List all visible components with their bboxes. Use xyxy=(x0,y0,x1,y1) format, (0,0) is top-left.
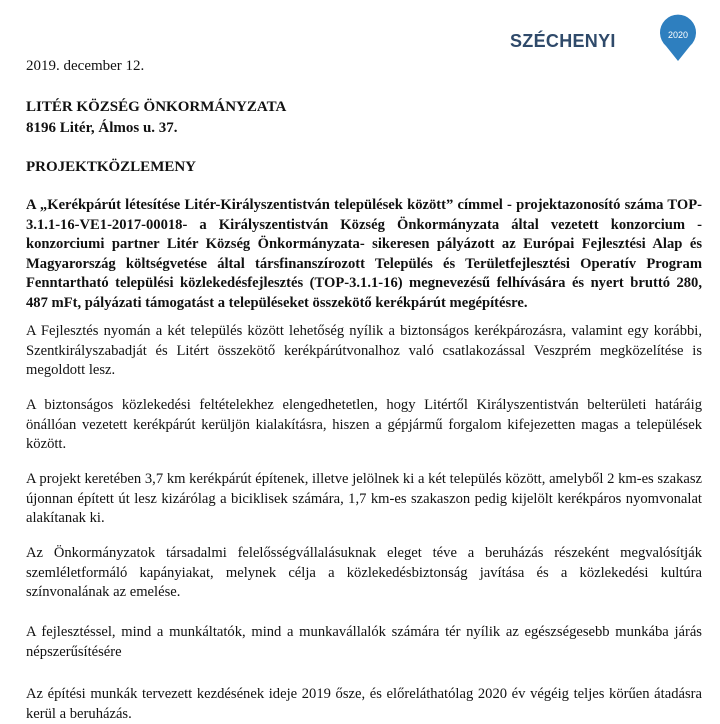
document-heading: PROJEKTKÖZLEMENY xyxy=(26,159,197,175)
logo-pin-icon xyxy=(657,14,699,62)
sender-address: 8196 Litér, Álmos u. 37. xyxy=(26,120,178,136)
szechenyi-2020-logo xyxy=(510,14,710,58)
paragraph-2: A Fejlesztés nyomán a két település között lehetőség nyílik a biztonságos kerékpározásra, valamint egy korábbi, Szentkirályszabadját és Litért összekötő kerékpárútvonalhoz való csatlakozással Veszprém megközelítése is megoldott lesz. xyxy=(26,323,702,378)
logo-year: 2020 xyxy=(667,30,689,40)
logo-text: SZÉCHENYI xyxy=(510,31,616,51)
paragraph-3: A biztonságos közlekedési feltételekhez elengedhetetlen, hogy Litértől Királyszentistván belterületi határáig önállóan vezetett kerékpárút kerüljön kialakításra, hiszen a gépjármű forgalom kifejezetten magas a települések között. xyxy=(26,397,702,452)
document-date: 2019. december 12. xyxy=(26,58,145,74)
paragraph-7: Az építési munkák tervezett kezdésének ideje 2019 ősze, és előreláthatólag 2020 év végéig teljes körűen átadásra kerül a beruházás. xyxy=(26,686,702,722)
paragraph-6: A fejlesztéssel, mind a munkáltatók, mind a munkavállalók számára tér nyílik az egészségesebb munkába járás népszerűsítésére xyxy=(26,624,702,660)
sender-name: LITÉR KÖZSÉG ÖNKORMÁNYZATA xyxy=(26,99,287,115)
paragraph-4: A projekt keretében 3,7 km kerékpárút építenek, illetve jelölnek ki a két település között, amelyből 2 km-es szakasz újonnan épített út lesz kizárólag a biciklisek számára, 1,7 km-es szakaszon pedig kijelölt kerékpáros nyomvonalat alakítanak ki. xyxy=(26,471,702,526)
paragraph-lead: A „Kerékpárút létesítése Litér-Királyszentistván települések között” címmel - projektazonosító száma TOP-3.1.1-16-VE1-2017-00018- a Királyszentistván Község Önkormányzata által vezetett konzorcium - konzorciumi partner Litér Község Önkormányzata- sikeresen pályázott az Európai Fejlesztési Alap és Magyarország költségvetése által társfinanszírozott Település és Területfejlesztési Operatív Program Fenntartható települési közlekedésfejlesztés (TOP-3.1.1-16) megnevezésű felhívására és nyert bruttó 280, 487 mFt, pályázati támogatást a településeket összekötő kerékpárút megépítésre. xyxy=(26,197,702,311)
paragraph-5: Az Önkormányzatok társadalmi felelősségvállalásuknak eleget téve a beruházás részeként megvalósítják szemléletformáló kapányiakat, melynek célja a közlekedésbiztonság javítása és a közlekedési kultúra színvonalának az emelése. xyxy=(26,545,702,600)
